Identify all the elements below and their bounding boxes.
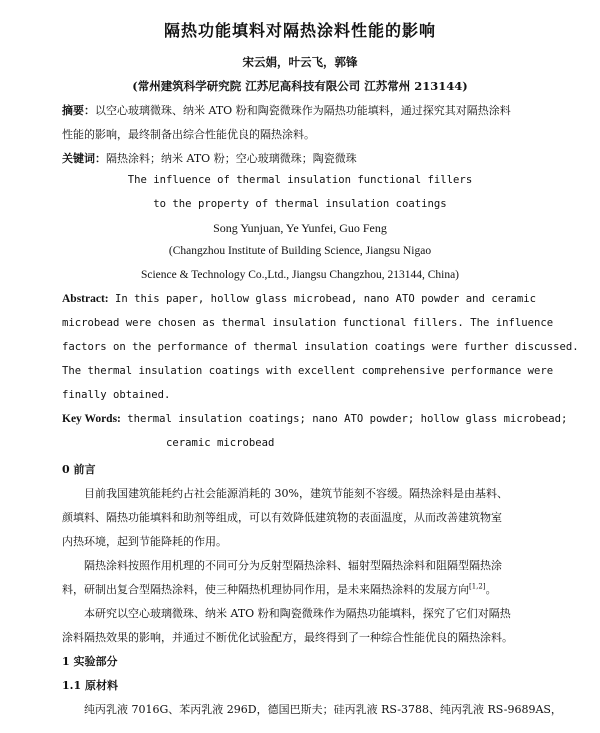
s0-p2-line2: 料，研制出复合型隔热涂料，使三种隔热机理协同作用，是未来隔热涂料的发展方向[1,2]。 <box>62 582 497 596</box>
s0-p1-line1: 目前我国建筑能耗约占社会能源消耗的 30%，建筑节能刻不容缓。隔热涂料是由基料、 <box>84 487 508 500</box>
affiliation-en-line2: Science & Technology Co.,Ltd., Jiangsu Changzhou, 213144, China) <box>140 269 460 281</box>
abstract-zh-line2: 性能的影响，最终制备出综合性能优良的隔热涂料。 <box>62 128 315 141</box>
s0-p2-line1: 隔热涂料按照作用机理的不同可分为反射型隔热涂料、辐射型隔热涂料和阻隔型隔热涂 <box>84 559 502 572</box>
abstract-en-line5: finally obtained. <box>62 389 171 401</box>
abstract-en-line2: microbead were chosen as thermal insulation functional fillers. The influence <box>62 317 554 329</box>
abstract-en-label: Abstract: <box>62 293 109 305</box>
keywords-en-line1: Key Words: thermal insulation coatings; nano ATO powder; hollow glass microbead; <box>62 413 568 425</box>
abstract-zh-label: 摘要： <box>62 104 95 117</box>
keywords-zh: 关键词：隔热涂料；纳米 ATO 粉；空心玻璃微珠；陶瓷微珠 <box>62 152 357 165</box>
abstract-en-line4: The thermal insulation coatings with excellent comprehensive performance were <box>62 365 554 377</box>
section1-heading: 1 实验部分 <box>62 655 118 668</box>
keywords-zh-label: 关键词： <box>62 152 106 165</box>
abstract-en-line1: Abstract: In this paper, hollow glass microbead, nano ATO powder and ceramic <box>62 293 536 305</box>
affiliation: (常州建筑科学研究院 江苏尼高科技有限公司 江苏常州 213144) <box>132 79 468 93</box>
s0-p3-line1: 本研究以空心玻璃微珠、纳米 ATO 粉和陶瓷微珠作为隔热功能填料，探究了它们对隔热 <box>84 607 511 620</box>
title-en-line2: to the property of thermal insulation coatings <box>153 198 447 210</box>
authors: 宋云娟，叶云飞，郭锋 <box>242 55 358 69</box>
s0-p1-line3: 内热环境，起到节能降耗的作用。 <box>62 535 227 548</box>
section0-heading: 0 前言 <box>62 463 96 476</box>
title-en-line1: The influence of thermal insulation functional fillers <box>127 174 473 186</box>
keywords-en-line2: ceramic microbead <box>166 437 275 449</box>
authors-en: Song Yunjuan, Ye Yunfei, Guo Feng <box>213 221 387 235</box>
paper-title: 隔热功能填料对隔热涂料性能的影响 <box>163 21 436 40</box>
citation-ref: [1,2] <box>469 582 486 591</box>
abstract-zh-line1: 摘要：以空心玻璃微珠、纳米 ATO 粉和陶瓷微珠作为隔热功能填料，通过探究其对隔热涂料 <box>62 104 511 117</box>
s1-line1: 纯丙乳液 7016G、苯丙乳液 296D，德国巴斯夫；硅丙乳液 RS-3788、纯丙乳液 RS-9689AS， <box>84 703 562 716</box>
abstract-en-line3: factors on the performance of thermal insulation coatings were further discussed. <box>62 341 579 353</box>
s0-p1-line2: 颜填料、隔热功能填料和助剂等组成，可以有效降低建筑物的表面温度，从而改善建筑物室 <box>62 511 502 524</box>
affiliation-en-line1: (Changzhou Institute of Building Science, Jiangsu Nigao <box>168 245 432 257</box>
s0-p3-line2: 涂料隔热效果的影响，并通过不断优化试验配方，最终得到了一种综合性能优良的隔热涂料。 <box>62 631 513 644</box>
section1-1-heading: 1.1 原材料 <box>62 679 118 692</box>
keywords-en-label: Key Words: <box>62 413 121 425</box>
